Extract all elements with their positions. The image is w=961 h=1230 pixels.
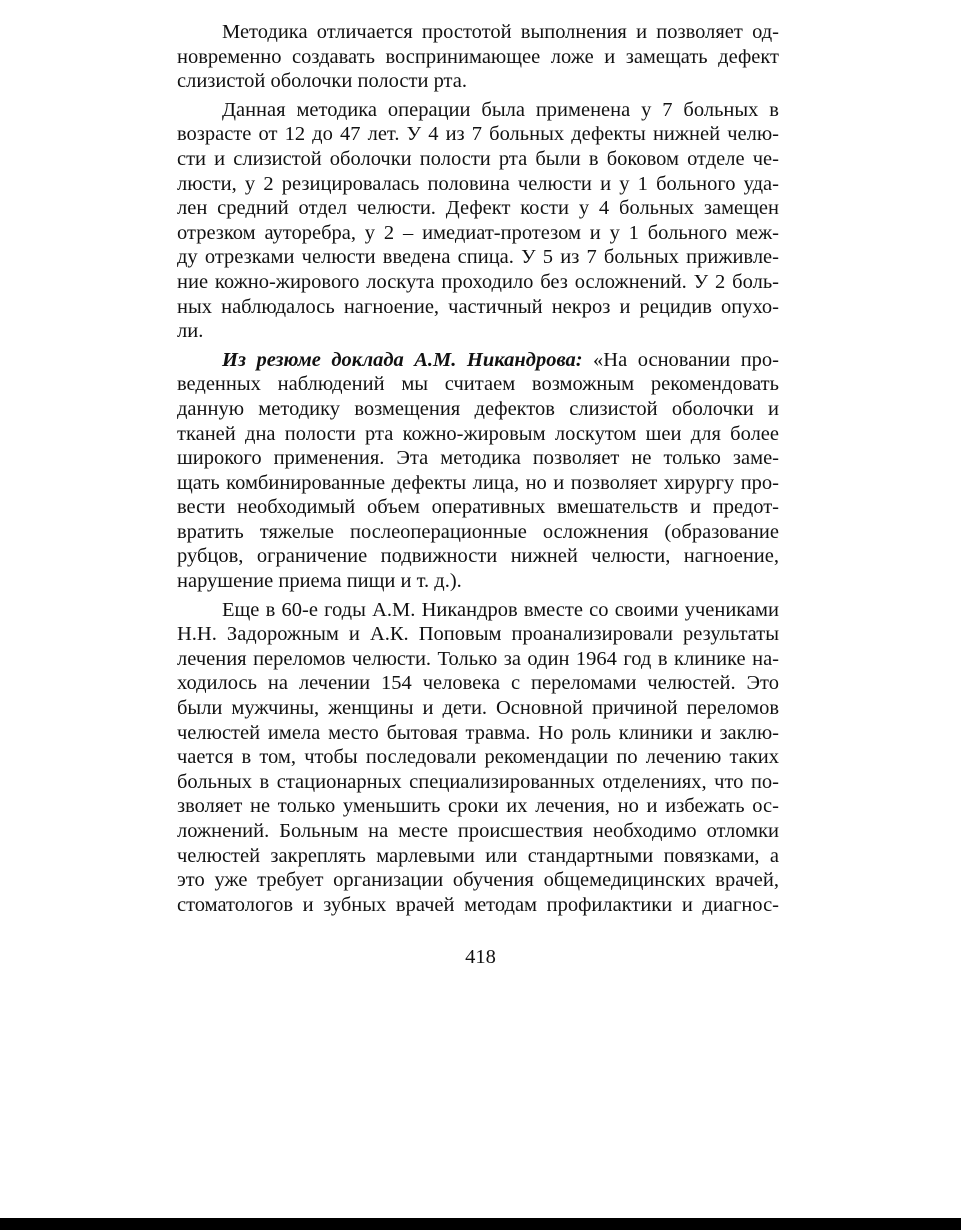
paragraph-3-line-9: рубцов, ограничение подвижности нижней челюсти, нагноение, xyxy=(177,545,779,568)
paragraph-4-line-5: были мужчины, женщины и дети. Основной причиной переломов xyxy=(177,697,779,720)
scan-bottom-edge xyxy=(0,1218,961,1230)
paragraph-3-line-1-text: «На основании про- xyxy=(582,348,780,371)
paragraph-1-line-3: слизистой оболочки полости рта. xyxy=(177,70,467,93)
paragraph-4-line-11: челюстей закреплять марлевыми или стандартными повязками, а xyxy=(177,844,779,867)
paragraph-4-line-10: ложнений. Больным на месте происшествия необходимо отломки xyxy=(177,820,779,842)
paragraph-1-line-1: Методика отличается простотой выполнения и позволяет од- xyxy=(222,21,779,43)
paragraph-3-line-5: широкого применения. Эта методика позволяет не только заме- xyxy=(177,447,779,470)
paragraph-3-line-6: щать комбинированные дефекты лица, но и позволяет хирургу про- xyxy=(177,471,779,494)
paragraph-3-line-7: вести необходимый объем оперативных вмешательств и предот- xyxy=(177,496,779,519)
paragraph-4-line-13: стоматологов и зубных врачей методам профилактики и диагнос- xyxy=(177,893,779,916)
paragraph-4-line-7: чается в том, чтобы последовали рекомендации по лечению таких xyxy=(177,746,779,769)
paragraph-1-line-2: новременно создавать воспринимающее ложе и замещать дефект xyxy=(177,45,779,68)
paragraph-2-line-8: ние кожно-жирового лоскута проходило без осложнений. У 2 боль- xyxy=(177,270,779,293)
paragraph-4-line-12: это уже требует организации обучения общемедицинских врачей, xyxy=(177,869,779,892)
paragraph-3-line-10: нарушение приема пищи и т. д.). xyxy=(177,570,462,593)
paragraph-2-line-9: ных наблюдалось нагноение, частичный некроз и рецидив опухо- xyxy=(177,295,779,318)
paragraph-2-line-7: ду отрезками челюсти введена спица. У 5 из 7 больных приживле- xyxy=(177,246,779,269)
paragraph-4-line-8: больных в стационарных специализированных отделениях, что по- xyxy=(177,770,779,793)
paragraph-3-line-3: данную методику возмещения дефектов слизистой оболочки и xyxy=(177,397,779,420)
paragraph-3-line-2: веденных наблюдений мы считаем возможным рекомендовать xyxy=(177,373,779,396)
paragraph-2-line-3: сти и слизистой оболочки полости рта были в боковом отделе че- xyxy=(177,147,779,170)
paragraph-4-line-1: Еще в 60-е годы А.М. Никандров вместе со своими учениками xyxy=(222,598,779,621)
report-summary-lead: Из резюме доклада А.М. Никандрова: xyxy=(222,348,583,371)
paragraph-2-line-1: Данная методика операции была применена у 7 больных в xyxy=(222,98,779,121)
paragraph-2-line-10: ли. xyxy=(177,320,204,343)
paragraph-4-line-4: ходилось на лечении 154 человека с переломами челюстей. Это xyxy=(177,672,779,695)
paragraph-4-line-3: лечения переломов челюсти. Только за один 1964 год в клинике на- xyxy=(177,647,779,670)
paragraph-3-line-1 xyxy=(177,348,779,373)
paragraph-3-line-4: тканей дна полости рта кожно-жировым лоскутом шеи для более xyxy=(177,422,779,445)
body-text xyxy=(177,20,779,917)
paragraph-4-line-2: Н.Н. Задорожным и А.К. Поповым проанализировали результаты xyxy=(177,623,779,646)
paragraph-2-line-6: отрезком ауторебра, у 2 – имедиат-протезом и у 1 больного меж- xyxy=(177,221,779,244)
paragraph-2-line-4: люсти, у 2 резицировалась половина челюсти и у 1 больного уда- xyxy=(177,172,779,195)
paragraph-4-line-6: челюстей имела место бытовая травма. Но роль клиники и заклю- xyxy=(177,721,779,744)
page-number: 418 xyxy=(465,946,496,968)
paragraph-4-line-9: зволяет не только уменьшить сроки их лечения, но и избежать ос- xyxy=(177,795,779,818)
paragraph-2-line-2: возрасте от 12 до 47 лет. У 4 из 7 больных дефекты нижней челю- xyxy=(177,123,779,146)
paragraph-2-line-5: лен средний отдел челюсти. Дефект кости у 4 больных замещен xyxy=(177,197,779,220)
paragraph-3-line-8: вратить тяжелые послеоперационные осложнения (образование xyxy=(177,520,779,543)
